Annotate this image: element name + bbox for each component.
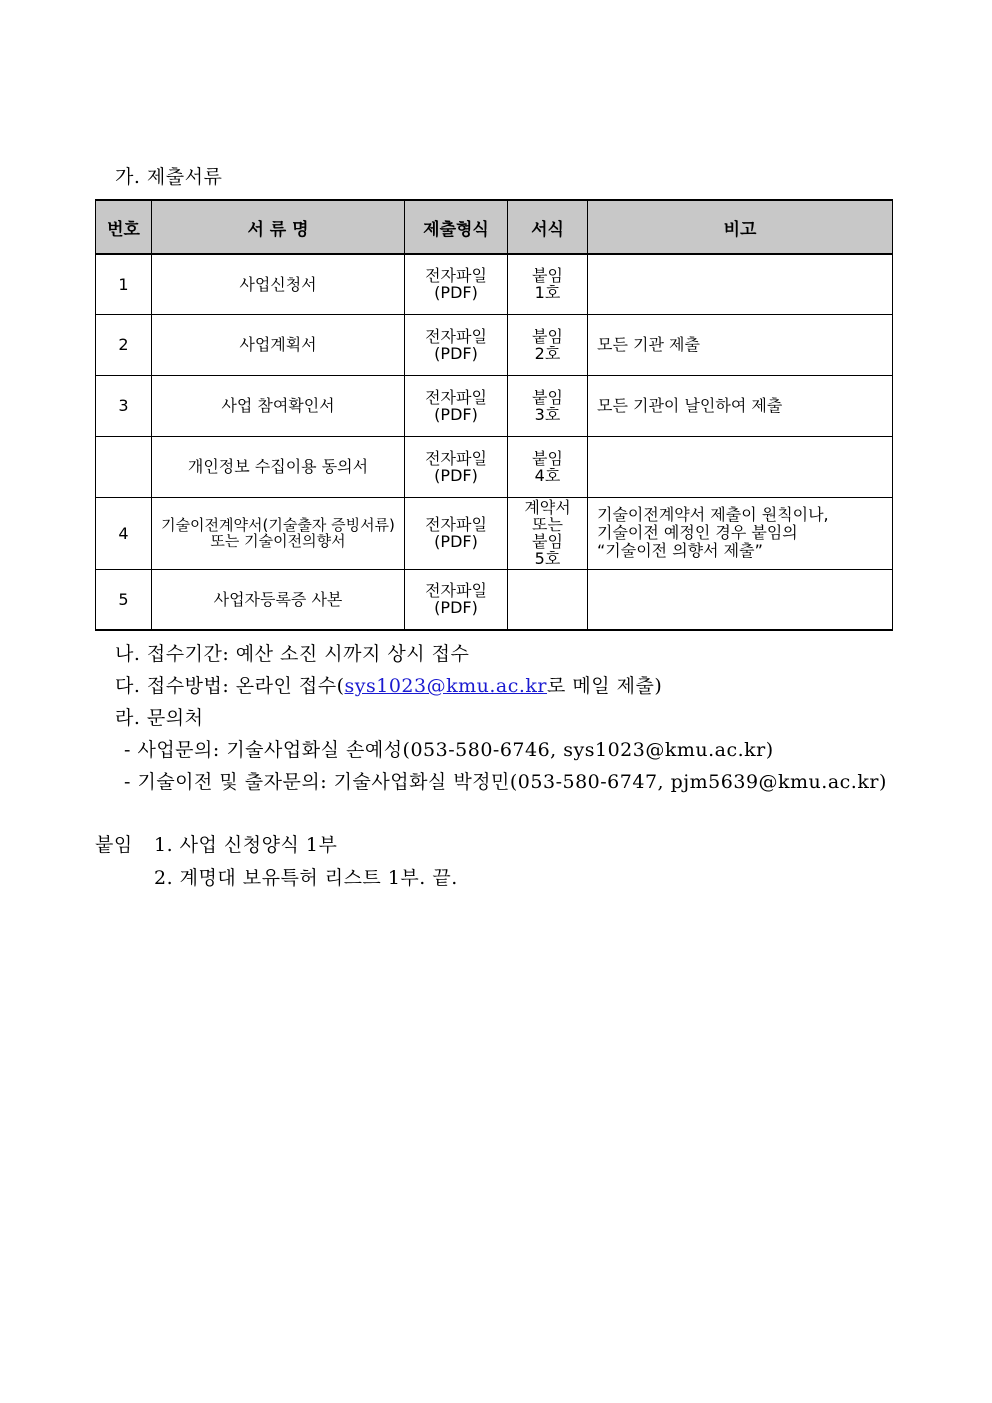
section-da-text [115, 671, 662, 698]
row-number-cell: 3 [96, 375, 152, 436]
header-cell: 제출형식 [405, 200, 508, 254]
note-cell [588, 569, 893, 630]
document-name-cell [152, 436, 405, 497]
format-cell [405, 254, 508, 314]
form-cell-line: 3호 [534, 404, 561, 424]
form-cell [508, 497, 588, 569]
section-ga-heading: 가. 제출서류 [115, 166, 223, 188]
format-cell-line: (PDF) [434, 343, 478, 363]
table-row [96, 569, 893, 630]
email-link[interactable]: sys1023@kmu.ac.kr [344, 675, 548, 697]
document-name-cell-line: 개인정보 수집이용 동의서 [187, 457, 369, 476]
form-cell-line: 2호 [534, 343, 561, 363]
table-row [96, 497, 893, 569]
note-cell-line: “기술이전 의향서 제출” [597, 541, 763, 560]
format-cell [405, 375, 508, 436]
row-number-cell [96, 436, 152, 497]
form-cell [508, 436, 588, 497]
header-cell: 비고 [588, 200, 893, 254]
format-cell [405, 436, 508, 497]
form-cell-line: 4호 [534, 465, 561, 485]
format-cell-line: 전자파일 [425, 515, 487, 534]
format-cell-line: (PDF) [434, 598, 478, 618]
section-da-prefix: 다. 접수방법: 온라인 접수( [115, 675, 345, 697]
row-number-cell: 2 [96, 314, 152, 375]
table-row [96, 436, 893, 497]
document-name-cell-line: 사업신청서 [239, 274, 317, 294]
contact-tech-transfer: - 기술이전 및 출자문의: 기술사업화실 박정민(053-580-6747, pjm5639@kmu.ac.kr) [124, 771, 887, 793]
document-name-cell [152, 375, 405, 436]
form-cell [508, 375, 588, 436]
row-number-cell: 4 [96, 497, 152, 569]
format-cell-line: (PDF) [434, 283, 478, 303]
table-row [96, 254, 893, 314]
format-cell-line: (PDF) [434, 465, 478, 485]
table-row [96, 314, 893, 375]
format-cell [405, 314, 508, 375]
document-name-cell [152, 497, 405, 569]
note-cell-line: 기술이전계약서 제출이 원칙이나, [597, 505, 829, 524]
document-name-cell [152, 569, 405, 630]
header-cell: 번호 [96, 200, 152, 254]
format-cell-line: 전자파일 [425, 387, 487, 407]
form-cell-line: 붙임 [532, 448, 563, 468]
note-cell [588, 314, 893, 375]
documents-table [95, 199, 893, 631]
format-cell-line: (PDF) [434, 404, 478, 424]
format-cell-line: 전자파일 [425, 326, 487, 346]
document-name-cell [152, 254, 405, 314]
attachment-item-2: 2. 계명대 보유특허 리스트 1부. 끝. [154, 867, 458, 889]
document-name-cell-line: 사업 참여확인서 [221, 396, 335, 415]
attachment-item-1: 1. 사업 신청양식 1부 [154, 834, 338, 856]
form-cell-line: 1호 [534, 283, 561, 303]
document-name-cell-line: 사업자등록증 사본 [213, 589, 343, 609]
note-cell [588, 436, 893, 497]
form-cell [508, 569, 588, 630]
format-cell-line: 전자파일 [425, 581, 487, 601]
note-cell [588, 375, 893, 436]
form-cell-line: 계약서 [524, 498, 571, 517]
format-cell-line: 전자파일 [425, 266, 487, 286]
header-cell: 서식 [508, 200, 588, 254]
format-cell [405, 497, 508, 569]
section-da-suffix: 로 메일 제출) [547, 675, 663, 697]
note-cell-line: 모든 기관 제출 [597, 334, 700, 354]
form-cell-line: 붙임 [532, 326, 563, 346]
format-cell-line: 전자파일 [425, 448, 487, 468]
form-cell-line: 붙임 [532, 532, 563, 551]
note-cell-line: 모든 기관이 날인하여 제출 [597, 395, 783, 415]
form-cell-line: 붙임 [532, 387, 563, 407]
format-cell [405, 569, 508, 630]
form-cell-line: 붙임 [532, 266, 563, 286]
row-number-cell: 1 [96, 254, 152, 314]
form-cell [508, 314, 588, 375]
form-cell-line: 5호 [534, 549, 561, 568]
contact-business: - 사업문의: 기술사업화실 손예성(053-580-6746, sys1023@kmu.ac.kr) [124, 739, 774, 761]
note-cell [588, 497, 893, 569]
document-name-cell [152, 314, 405, 375]
attachment-label: 붙임 [95, 834, 133, 856]
section-na-text: 나. 접수기간: 예산 소진 시까지 상시 접수 [115, 643, 470, 665]
form-cell-line: 또는 [532, 515, 563, 534]
section-ra-heading: 라. 문의처 [115, 707, 204, 729]
note-cell-line: 기술이전 예정인 경우 붙임의 [597, 523, 798, 542]
table-row [96, 375, 893, 436]
note-cell [588, 254, 893, 314]
header-cell: 서 류 명 [152, 200, 405, 254]
row-number-cell: 5 [96, 569, 152, 630]
document-name-cell-line: 기술이전계약서(기술출자 증빙서류) [161, 516, 395, 534]
document-name-cell-line: 사업계획서 [239, 335, 317, 354]
table-header-row [96, 200, 893, 254]
format-cell-line: (PDF) [434, 532, 478, 551]
form-cell [508, 254, 588, 314]
document-name-cell-line: 또는 기술이전의향서 [210, 532, 346, 550]
